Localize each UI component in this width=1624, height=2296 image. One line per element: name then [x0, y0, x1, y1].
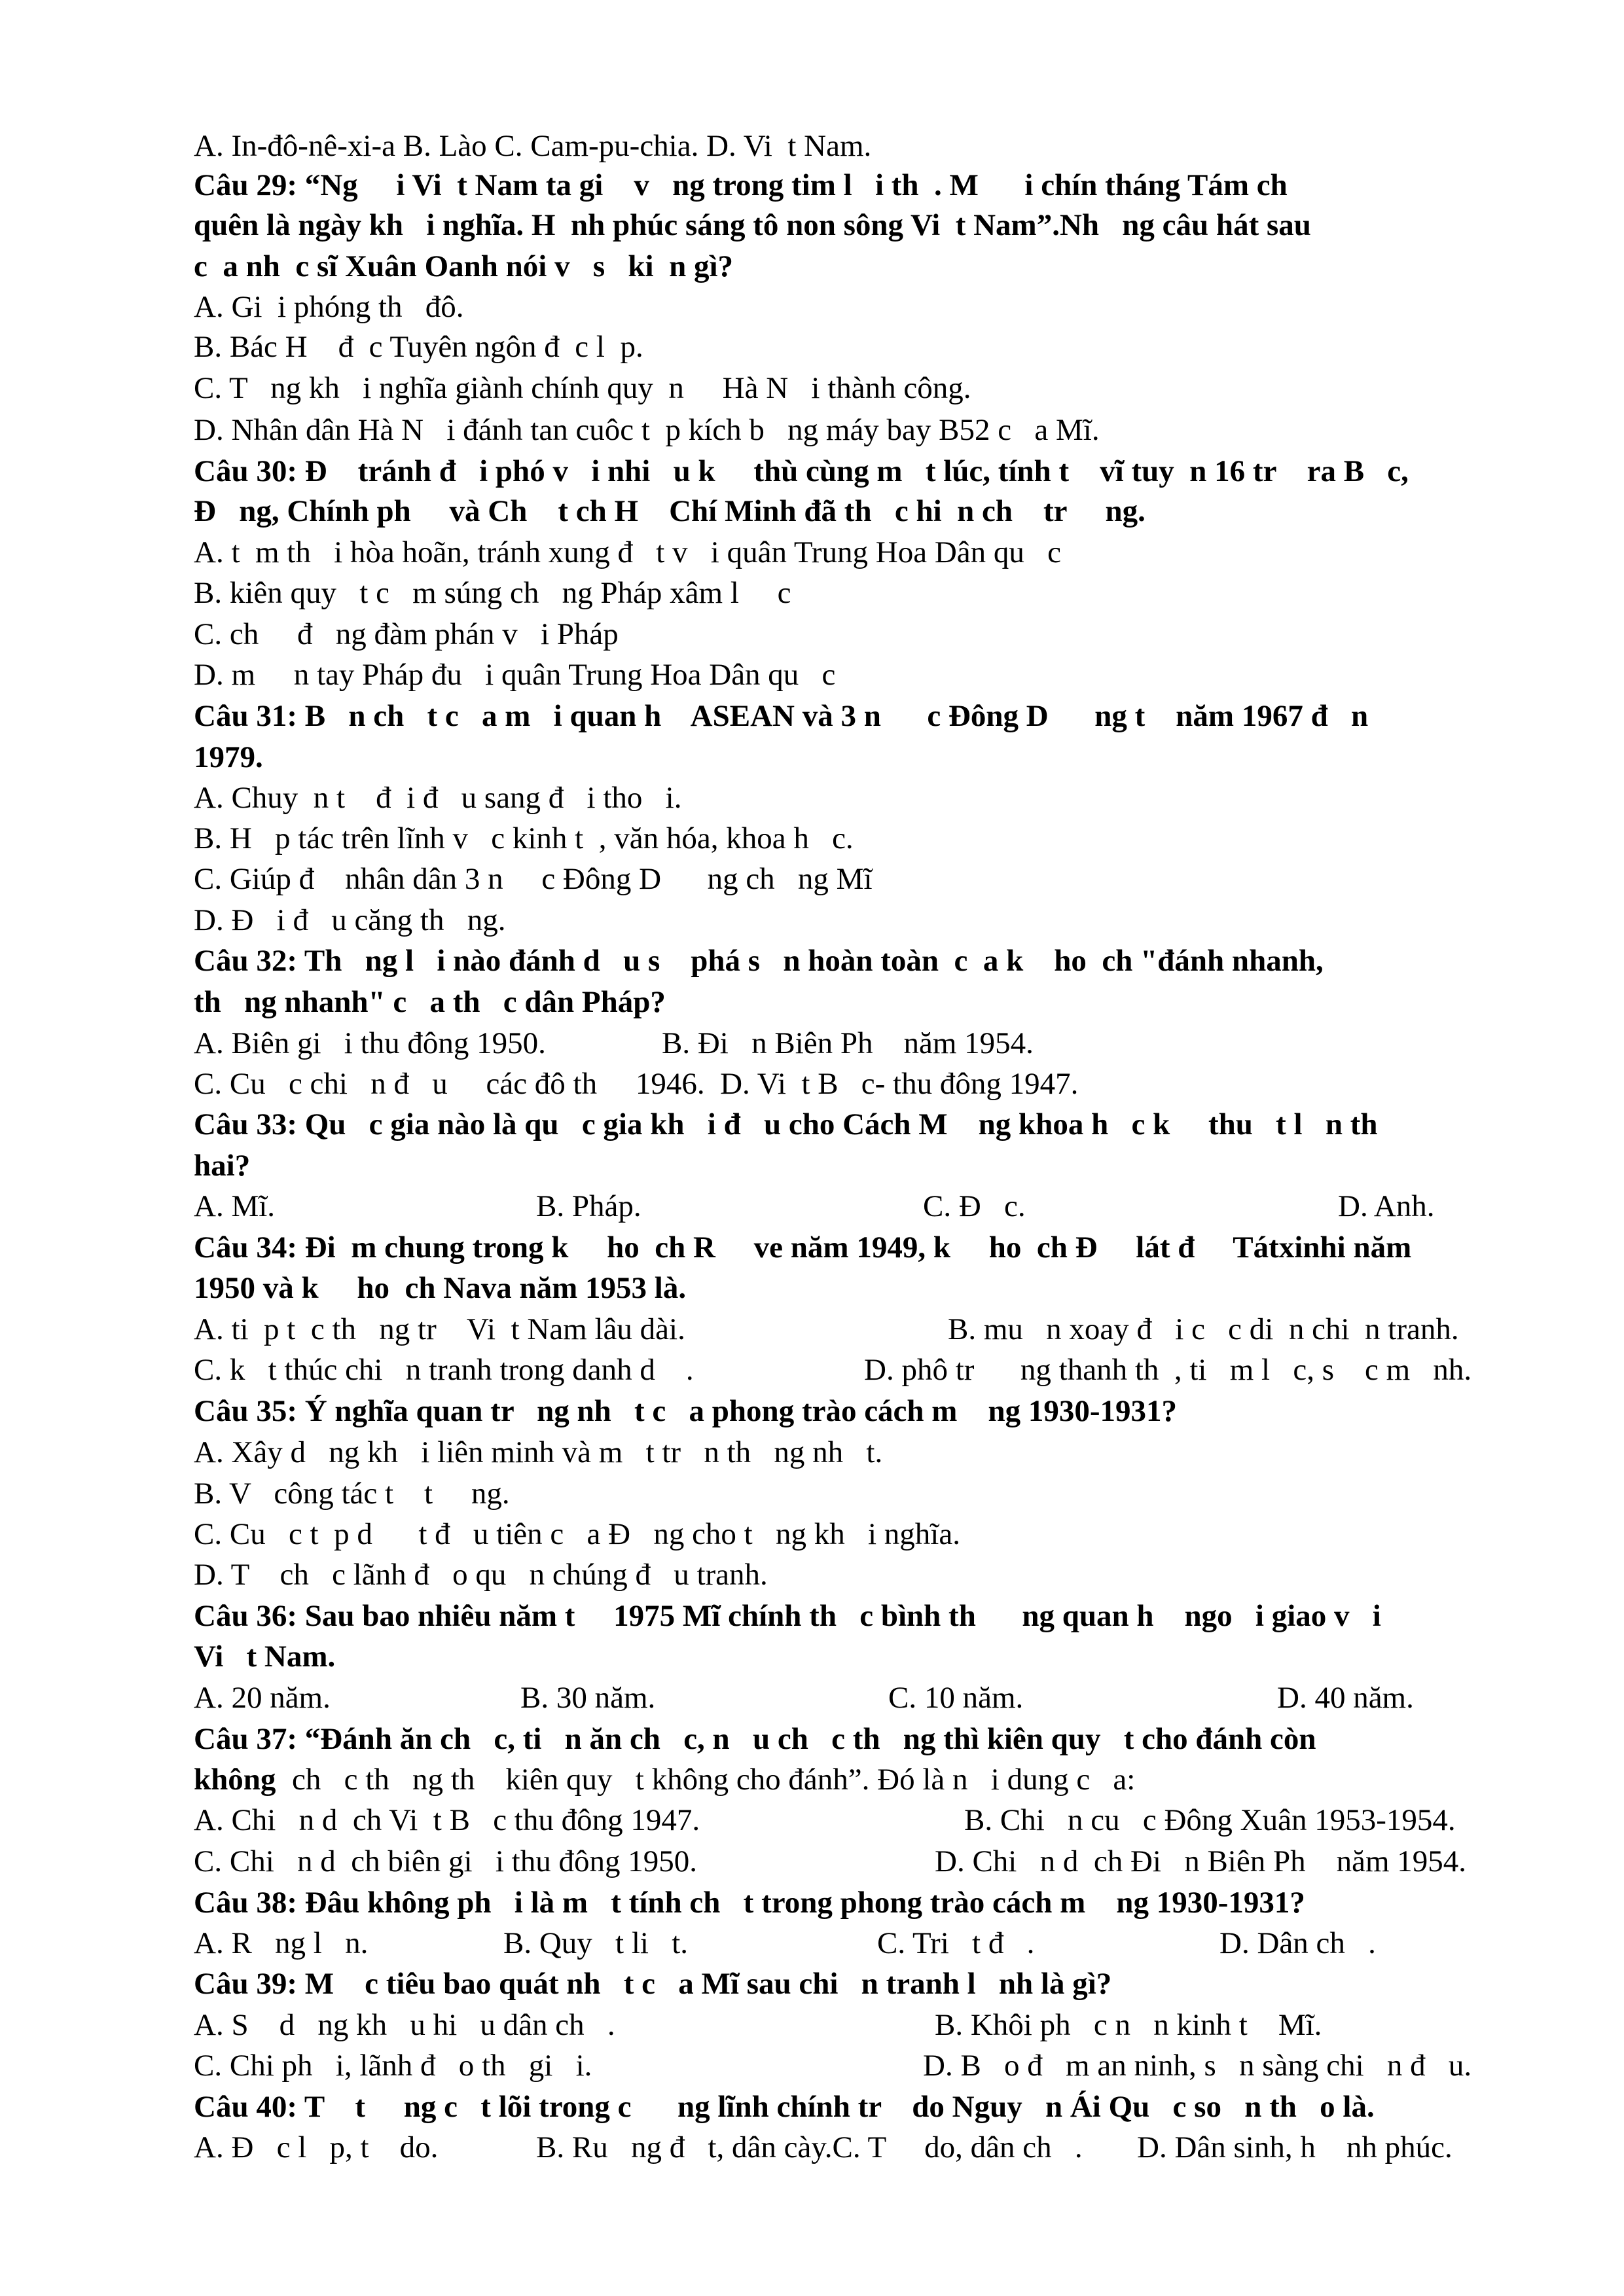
text-segment: D. Dân sinh, h nh phúc. [1137, 2130, 1453, 2164]
text-segment: C. Chi ph i, lãnh đ o th gi i. [194, 2049, 592, 2083]
question-text: Câu 29: “Ng i Vi t Nam ta gi v ng trong tim l i th . M i chín tháng Tám ch [194, 168, 1288, 202]
answer-text: C. Cu c chi n đ u các đô th 1946. D. Vi t B c- thu đông 1947. [194, 1067, 1079, 1101]
text-segment: B. 30 năm. [520, 1681, 656, 1715]
text-segment: B. Đi n Biên Ph năm 1954. [662, 1026, 1034, 1060]
question-text: Câu 34: Đi m chung trong k ho ch R ve năm 1949, k ho ch Đ lát đ Tátxinhi năm [194, 1230, 1412, 1265]
answer-text: C. Cu c t p d t đ u tiên c a Đ ng cho t ng kh i nghĩa. [194, 1517, 960, 1551]
question-text: Câu 30: Đ tránh đ i phó v i nhi u k thù cùng m t lúc, tính t vĩ tuy n 16 tr ra B c, [194, 454, 1409, 488]
question-text: 1950 và k ho ch Nava năm 1953 là. [194, 1271, 687, 1305]
answer-text: C. T ng kh i nghĩa giành chính quy n Hà N i thành công. [194, 371, 971, 405]
text-segment: A. S d ng kh u hi u dân ch . [194, 2008, 615, 2042]
text-segment: C. k t thúc chi n tranh trong danh d . [194, 1353, 694, 1387]
text-segment: C. Đ c. [923, 1189, 1026, 1223]
text-segment: D. B o đ m an ninh, s n sàng chi n đ u. [923, 2049, 1472, 2083]
text-segment: D. 40 năm. [1277, 1681, 1414, 1715]
question-text: Câu 33: Qu c gia nào là qu c gia kh i đ u cho Cách M ng khoa h c k thu t l n th [194, 1107, 1378, 1141]
answer-text: A. Gi i phóng th đô. [194, 290, 464, 324]
text-segment: B. Quy t li t. [503, 1926, 689, 1960]
question-text: quên là ngày kh i nghĩa. H nh phúc sáng tô non sông Vi t Nam”.Nh ng câu hát sau [194, 208, 1311, 242]
question-text: Câu 37: “Đánh ăn ch c, ti n ăn ch c, n u ch c th ng thì kiên quy t cho đánh còn [194, 1722, 1316, 1756]
answer-text: D. Đ i đ u căng th ng. [194, 903, 506, 937]
answer-text: A. In-đô-nê-xi-a B. Lào C. Cam-pu-chia. D. Vi t Nam. [194, 129, 872, 163]
text-segment: A. 20 năm. [194, 1681, 331, 1715]
answer-text: D. m n tay Pháp đu i quân Trung Hoa Dân qu c [194, 658, 836, 692]
question-text: Câu 36: Sau bao nhiêu năm t 1975 Mĩ chính th c bình th ng quan h ngo i giao v i [194, 1599, 1381, 1633]
text-segment: B. Ru ng đ t, dân cày.C. T do, dân ch . [536, 2130, 1083, 2164]
text-segment: không [194, 1763, 276, 1797]
text-segment: C. Chi n d ch biên gi i thu đông 1950. [194, 1844, 697, 1878]
text-segment: B. Khôi ph c n n kinh t Mĩ. [935, 2008, 1322, 2042]
text-segment: D. Dân ch . [1219, 1926, 1376, 1960]
answer-text: B. kiên quy t c m súng ch ng Pháp xâm l c [194, 576, 791, 610]
answer-text: D. Nhân dân Hà N i đánh tan cuôc t p kích b ng máy bay B52 c a Mĩ. [194, 413, 1100, 447]
answer-text: A. t m th i hòa hoãn, tránh xung đ t v i quân Trung Hoa Dân qu c [194, 535, 1062, 569]
text-segment: D. phô tr ng thanh th , ti m l c, s c m nh. [864, 1353, 1472, 1387]
question-text: Đ ng, Chính ph và Ch t ch H Chí Minh đã th c hi n ch tr ng. [194, 494, 1146, 528]
answer-text: D. T ch c lãnh đ o qu n chúng đ u tranh. [194, 1558, 768, 1592]
question-text: th ng nhanh" c a th c dân Pháp? [194, 985, 666, 1019]
answer-text: C. Giúp đ nhân dân 3 n c Đông D ng ch ng Mĩ [194, 862, 873, 896]
text-segment: B. Chi n cu c Đông Xuân 1953-1954. [964, 1803, 1456, 1837]
question-text: c a nh c sĩ Xuân Oanh nói v s ki n gì? [194, 249, 734, 283]
question-text: Câu 31: B n ch t c a m i quan h ASEAN và 3 n c Đông D ng t năm 1967 đ n [194, 699, 1369, 733]
text-segment: A. Đ c l p, t do. [194, 2130, 439, 2164]
answer-text: C. ch đ ng đàm phán v i Pháp [194, 617, 619, 651]
question-text: Câu 39: M c tiêu bao quát nh t c a Mĩ sau chi n tranh l nh là gì? [194, 1967, 1112, 2001]
question-text: hai? [194, 1149, 251, 1183]
question-text: Câu 32: Th ng l i nào đánh d u s phá s n hoàn toàn c a k ho ch "đánh nhanh, [194, 944, 1324, 978]
question-text: 1979. [194, 740, 263, 774]
text-segment: A. Mĩ. [194, 1189, 276, 1223]
text-segment: B. mu n xoay đ i c c di n chi n tranh. [948, 1312, 1459, 1346]
text-segment: B. Pháp. [536, 1189, 641, 1223]
question-text: Câu 40: T t ng c t lõi trong c ng lĩnh chính tr do Nguy n Ái Qu c so n th o là. [194, 2090, 1375, 2124]
answer-text: A. Xây d ng kh i liên minh và m t tr n th ng nh t. [194, 1435, 883, 1469]
question-text: Vi t Nam. [194, 1640, 336, 1674]
text-segment: A. Chi n d ch Vi t B c thu đông 1947. [194, 1803, 700, 1837]
text-segment: C. Tri t đ . [877, 1926, 1035, 1960]
answer-text: B. H p tác trên lĩnh v c kinh t , văn hóa, khoa h c. [194, 821, 854, 855]
text-segment: D. Chi n d ch Đi n Biên Ph năm 1954. [935, 1844, 1467, 1878]
text-segment: A. Biên gi i thu đông 1950. [194, 1026, 546, 1060]
answer-text: B. Bác H đ c Tuyên ngôn đ c l p. [194, 330, 643, 364]
answer-text: B. V công tác t t ng. [194, 1477, 510, 1511]
text-segment: D. Anh. [1338, 1189, 1435, 1223]
text-segment: A. R ng l n. [194, 1926, 369, 1960]
text-segment: A. ti p t c th ng tr Vi t Nam lâu dài. [194, 1312, 685, 1346]
text-segment: ch c th ng th kiên quy t không cho đánh”. Đó là n i dung c a: [292, 1763, 1136, 1797]
question-text: Câu 35: Ý nghĩa quan tr ng nh t c a phong trào cách m ng 1930-1931? [194, 1394, 1178, 1428]
text-segment: C. 10 năm. [888, 1681, 1024, 1715]
question-text: Câu 38: Đâu không ph i là m t tính ch t trong phong trào cách m ng 1930-1931? [194, 1886, 1305, 1920]
answer-text: A. Chuy n t đ i đ u sang đ i tho i. [194, 781, 682, 815]
